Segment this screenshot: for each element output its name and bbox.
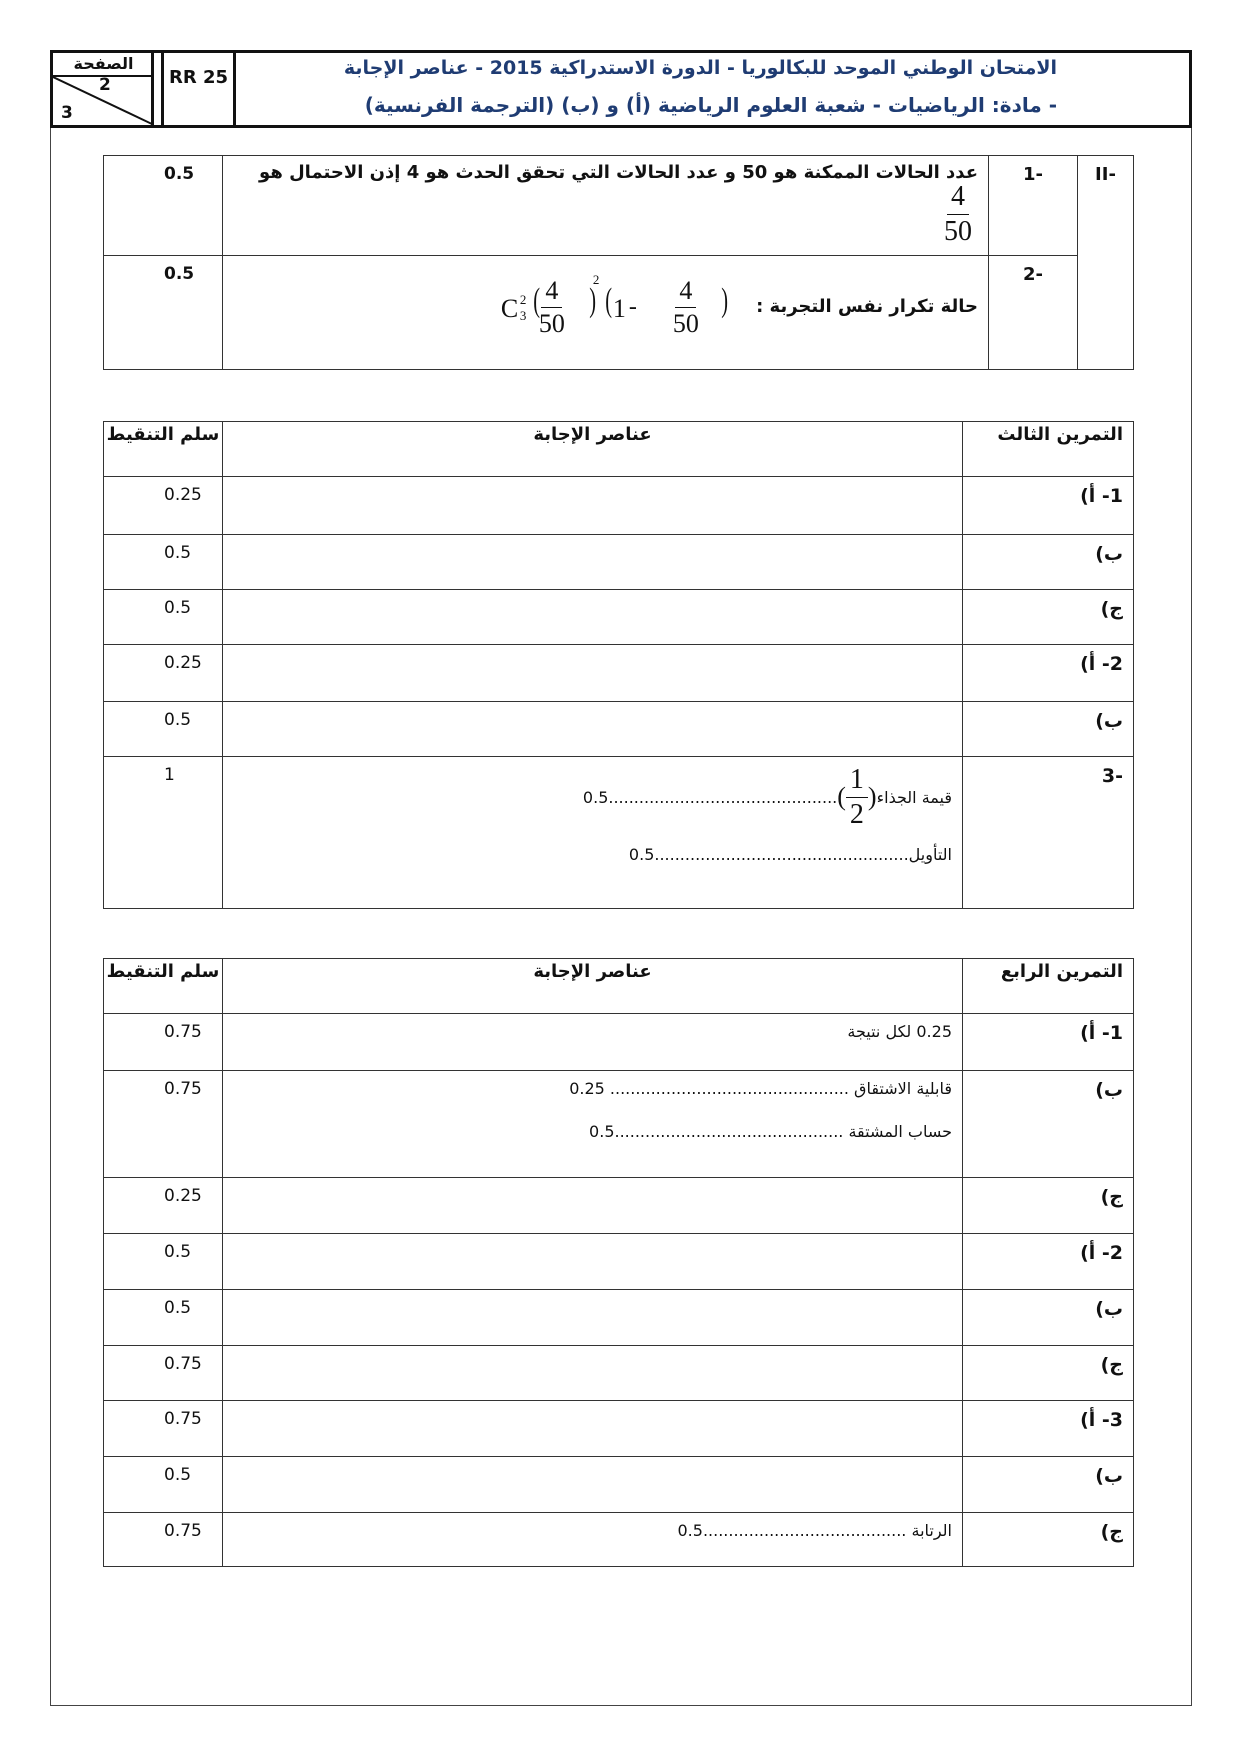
- ratio-fraction: [846, 763, 868, 830]
- answer-cell: [223, 477, 963, 535]
- answer-cell: [223, 702, 963, 757]
- fraction-numerator: 4: [947, 183, 969, 215]
- formula-one: 1: [612, 294, 626, 323]
- answer-cell: [223, 256, 989, 370]
- fraction-numerator: 4: [541, 278, 562, 308]
- score-cell: [104, 645, 223, 702]
- fraction-numerator: 4: [675, 278, 696, 308]
- table-row: [104, 535, 1134, 590]
- score-cell: [104, 1178, 223, 1234]
- score-cell: [104, 1014, 223, 1071]
- score-cell: [104, 256, 223, 370]
- question-label: ج): [963, 1178, 1134, 1234]
- score-cell: [104, 156, 223, 256]
- score-cell: [104, 1346, 223, 1401]
- table-row: [104, 1457, 1134, 1513]
- score-value: 0.25: [164, 653, 202, 673]
- question-label: ج): [963, 1346, 1134, 1401]
- answer-line: [223, 1122, 952, 1141]
- answer-cell: [223, 535, 963, 590]
- question-label: 2- أ): [963, 1234, 1134, 1290]
- formula-fraction-1: [539, 278, 565, 337]
- score-cell: [104, 1071, 223, 1178]
- answer-line: [223, 1079, 952, 1098]
- question-number: -1: [989, 156, 1078, 256]
- answer-text: عدد الحالات الممكنة هو 50 و عدد الحالات التي تحقق الحدث هو 4 إذن الاحتمال هو: [259, 162, 978, 183]
- answer-cell: [223, 1014, 963, 1071]
- table-row: [104, 156, 1134, 256]
- formula-c: C: [500, 294, 519, 323]
- answer-cell: [223, 1290, 963, 1346]
- table-row: [104, 1178, 1134, 1234]
- table-row: [104, 1234, 1134, 1290]
- fraction-denominator: 50: [672, 309, 699, 338]
- line-dots: .............................................: [608, 787, 838, 807]
- line-label: قابلية الاشتقاق: [854, 1079, 952, 1098]
- table-row: [104, 1346, 1134, 1401]
- table-header-row: [104, 422, 1134, 477]
- line-dots: .............................................: [614, 1122, 844, 1141]
- exam-title-line1: الامتحان الوطني الموحد للبكالوريا - الدورة الاستدراكية 2015 - عناصر الإجابة: [343, 57, 1057, 79]
- formula-minus: -: [628, 294, 637, 320]
- probability-fraction: [944, 183, 972, 246]
- line-points: 0.5: [677, 1521, 703, 1540]
- score-value: 0.25: [164, 1186, 202, 1206]
- table-row: [104, 1290, 1134, 1346]
- score-cell: [104, 1513, 223, 1567]
- answer-text: حالة تكرار نفس التجربة :: [756, 296, 978, 317]
- question-label: ب): [963, 1457, 1134, 1513]
- exercise-3-table: [103, 421, 1134, 909]
- page-label: الصفحة: [53, 55, 154, 77]
- table-row: [104, 590, 1134, 645]
- exercise-4-table: [103, 958, 1134, 1567]
- question-label: 1- أ): [963, 1014, 1134, 1071]
- score-value: 0.5: [164, 543, 192, 563]
- answer-cell: [223, 1513, 963, 1567]
- score-value: 0.75: [164, 1409, 202, 1429]
- line-dots: ........................................: [702, 1521, 907, 1540]
- answer-cell: [223, 156, 989, 256]
- exam-code: RR 25: [161, 53, 236, 125]
- page-header: [50, 50, 1192, 128]
- score-cell: [104, 1401, 223, 1457]
- left-paren-2: (: [605, 282, 612, 319]
- score-value: 0.75: [164, 1354, 202, 1374]
- table-row: [104, 1014, 1134, 1071]
- question-label: ب): [963, 702, 1134, 757]
- table-row: [104, 702, 1134, 757]
- question-label: 1- أ): [963, 477, 1134, 535]
- question-label: ب): [963, 535, 1134, 590]
- question-number: -2: [989, 256, 1078, 370]
- score-value: 0.5: [164, 1242, 192, 1262]
- score-value: 0.25: [164, 485, 202, 505]
- exam-title: [239, 53, 1189, 125]
- score-value: 0.5: [164, 598, 192, 618]
- score-value: 0.5: [164, 264, 195, 284]
- score-value: 0.5: [164, 164, 195, 184]
- fraction-denominator: 2: [849, 798, 864, 830]
- table-row: [104, 477, 1134, 535]
- table-row: [104, 757, 1134, 909]
- answer-cell: [223, 1457, 963, 1513]
- answer-cell: [223, 645, 963, 702]
- table-row: [104, 1401, 1134, 1457]
- left-paren-1: (: [533, 282, 540, 319]
- score-value: 0.5: [164, 710, 192, 730]
- score-value: 0.5: [164, 1465, 192, 1485]
- exercise-title: التمرين الثالث: [963, 422, 1134, 477]
- question-label: 2- أ): [963, 645, 1134, 702]
- answer-cell: [223, 1178, 963, 1234]
- line-dots: ..................................................: [654, 845, 909, 864]
- exercise-title: التمرين الرابع: [963, 959, 1134, 1014]
- table-row: [104, 1071, 1134, 1178]
- formula-fraction-2: [673, 278, 699, 337]
- binomial-formula: [501, 272, 736, 342]
- question-label: 3- أ): [963, 1401, 1134, 1457]
- question-label: ج): [963, 590, 1134, 645]
- table-row: [104, 1513, 1134, 1567]
- question-label: -3: [963, 757, 1134, 909]
- line-label: الرتابة: [911, 1521, 952, 1540]
- table-header-row: [104, 959, 1134, 1014]
- score-cell: [104, 477, 223, 535]
- score-value: 0.75: [164, 1079, 202, 1099]
- formula-sub: 3: [519, 308, 527, 323]
- score-cell: [104, 702, 223, 757]
- column-answer-header: عناصر الإجابة: [223, 959, 963, 1014]
- column-score-header: سلم التنقيط: [104, 422, 223, 477]
- answer-line: [223, 845, 952, 864]
- score-cell: [104, 1457, 223, 1513]
- formula-sup: 2: [519, 292, 527, 307]
- page-current: 2: [99, 75, 111, 95]
- score-value: 0.75: [164, 1022, 202, 1042]
- section-2-table: [103, 155, 1134, 370]
- answer-note: 0.25 لكل نتيجة: [847, 1022, 952, 1041]
- answer-cell: [223, 1401, 963, 1457]
- formula-exponent: 2: [592, 272, 600, 287]
- fraction-numerator: 1: [846, 766, 868, 798]
- score-cell: [104, 590, 223, 645]
- question-label: ب): [963, 1071, 1134, 1178]
- line-label: قيمة الجذاء: [876, 787, 952, 807]
- answer-cell: [223, 1346, 963, 1401]
- line-points: 0.5: [628, 845, 655, 864]
- answer-cell: [223, 757, 963, 909]
- exercise-number: -II: [1078, 156, 1134, 370]
- answer-cell: [223, 1234, 963, 1290]
- fraction-denominator: 50: [944, 216, 972, 247]
- fraction-denominator: 50: [538, 309, 565, 338]
- score-value: 0.5: [164, 1298, 192, 1318]
- right-paren-1: ): [589, 282, 596, 319]
- column-answer-header: عناصر الإجابة: [223, 422, 963, 477]
- answer-cell: [223, 1071, 963, 1178]
- table-row: [104, 645, 1134, 702]
- answer-cell: [223, 590, 963, 645]
- page-total: 3: [61, 103, 73, 123]
- line-points: 0.25: [569, 1079, 605, 1098]
- question-label: ب): [963, 1290, 1134, 1346]
- question-label: ج): [963, 1513, 1134, 1567]
- table-row: [104, 256, 1134, 370]
- score-value: 0.75: [164, 1521, 202, 1541]
- score-cell: [104, 1234, 223, 1290]
- score-cell: [104, 535, 223, 590]
- exam-title-line2: - مادة: الرياضيات - شعبة العلوم الرياضية (أ) و (ب) (الترجمة الفرنسية): [364, 93, 1057, 117]
- line-points: 0.5: [589, 1122, 615, 1141]
- score-cell: [104, 1290, 223, 1346]
- right-paren-2: ): [721, 282, 728, 319]
- line-points: 0.5: [582, 787, 609, 807]
- score-value: 1: [164, 765, 175, 785]
- line-label: حساب المشتقة: [848, 1122, 952, 1141]
- line-dots: ...............................................: [609, 1079, 849, 1098]
- line-label: التأويل: [908, 845, 952, 864]
- answer-line: قيمة الجذاء ( $\frac{1}{2}$ ) ............................................. 0.5: [582, 763, 952, 830]
- page-number-box: [53, 53, 154, 125]
- column-score-header: سلم التنقيط: [104, 959, 223, 1014]
- score-cell: [104, 757, 223, 909]
